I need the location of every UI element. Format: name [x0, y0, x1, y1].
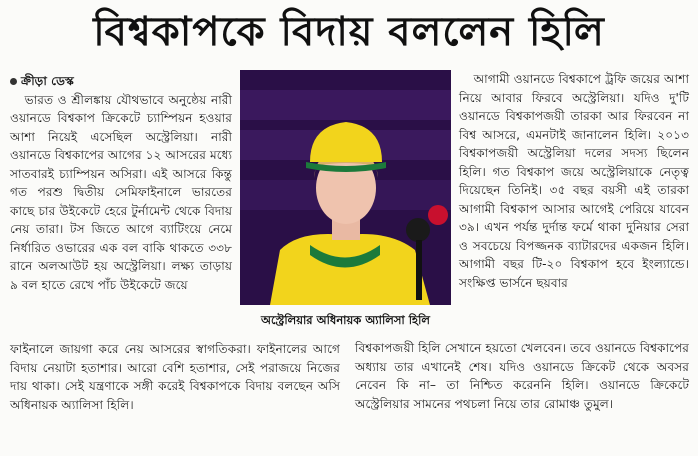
right-paragraph: আগামী ওয়ানডে বিশ্বকাপে ট্রফি জয়ের আশা নিয়ে আবার ফিরবে অস্ট্রেলিয়া। যদিও দু'টি ওয়ানডে বিশ্বকাপজয়ী তারকা আর ফিরবেন না বিশ্ব আসরে, এমনটাই জানালেন হিলি। ২০১৩ বিশ্বকাপজয়ী অস্ট্রেলিয়া দলের সদস্য ছিলেন হিলি। গত বিশ্বকাপ জয়ে অস্ট্রেলিয়াকে নেতৃত্ব দিয়েছেন তিনিই। ৩৫ বছর বয়সী এই তারকা আগামী বিশ্বকাপ আসার আগেই পেরিয়ে যাবেন ৩৯। এখন পর্যন্ত দুর্দান্ত ফর্মে থাকা দুনিয়ার সেরা ও সবচেয়ে বিপজ্জনক ব্যাটারদের একজন হিলি। আগামী বছর টি-২০ বিশ্বকাপ হবে ইংল্যান্ডে। সংক্ষিপ্ত ভার্সনে ছয়বার: [459, 72, 689, 290]
article-left-column: [10, 72, 232, 294]
left-continued-paragraph: ফাইনালে জায়গা করে নেয় আসরের স্বাগতিকরা। ফাইনালের আগে বিদায় নেয়াটা হতাশার। আরো বেশি হতাশার, সেই পরাজয়ে নিজের দায় থাকা। সেই যন্ত্রণাকে সঙ্গী করেই বিশ্বকাপকে বিদায় বলছেন অসি অধিনায়ক অ্যালিসা হিলি।: [10, 342, 340, 412]
left-paragraph: ভারত ও শ্রীলঙ্কায় যৌথভাবে অনুষ্ঠেয় নারী ওয়ানডে বিশ্বকাপ ক্রিকেটে চ্যাম্পিয়ন হওয়ার আশা নিয়েই এসেছিল অস্ট্রেলিয়া। নারী ওয়ানডে বিশ্বকাপের আগের ১২ আসরের মধ্যে সাতবারই চ্যাম্পিয়ন অসিরা। এই আসরে কিন্তু গত পরশু দ্বিতীয় সেমিফাইনালে ভারতের কাছে চার উইকেটে হেরে টুর্নামেন্ট থেকে বিদায় নেয় তারা। টস জিতে আগে ব্যাটিংয়ে নেমে নির্ধারিত ওভারের এক বল বাকি থাকতে ৩৩৮ রানে অলআউট হয় অস্ট্রেলিয়া। লক্ষ্য তাড়ায় ৯ বল হাতে রেখে পাঁচ উইকেটে জয়ে: [10, 92, 232, 292]
article-right-column: [459, 70, 689, 292]
photo-illustration: [240, 70, 451, 305]
article-bottom-column: [355, 339, 689, 413]
dateline: [10, 72, 232, 91]
dateline-text: ক্রীড়া ডেস্ক: [21, 74, 74, 88]
bullet-icon: [10, 78, 17, 85]
photo-alyssa-healy: [240, 70, 451, 305]
bottom-paragraph: বিশ্বকাপজয়ী হিলি সেখানে হয়তো খেলবেন। তবে ওয়ানডে বিশ্বকাপের অধ্যায় তার এখানেই শেষ। যদিও ওয়ানডে ক্রিকেট থেকে অবসর নেবেন কি না– তা নিশ্চিত করেননি হিলি। ওয়ানডে ক্রিকেটে অস্ট্রেলিয়ার সামনের পথচলা নিয়ে তার রোমাঞ্চ তুমুল।: [355, 341, 689, 411]
headline: বিশ্বকাপকে বিদায় বললেন হিলি: [93, 8, 605, 55]
photo-caption: অস্ট্রেলিয়ার অধিনায়ক অ্যালিসা হিলি: [261, 313, 430, 327]
article-left-continued: [10, 340, 340, 414]
